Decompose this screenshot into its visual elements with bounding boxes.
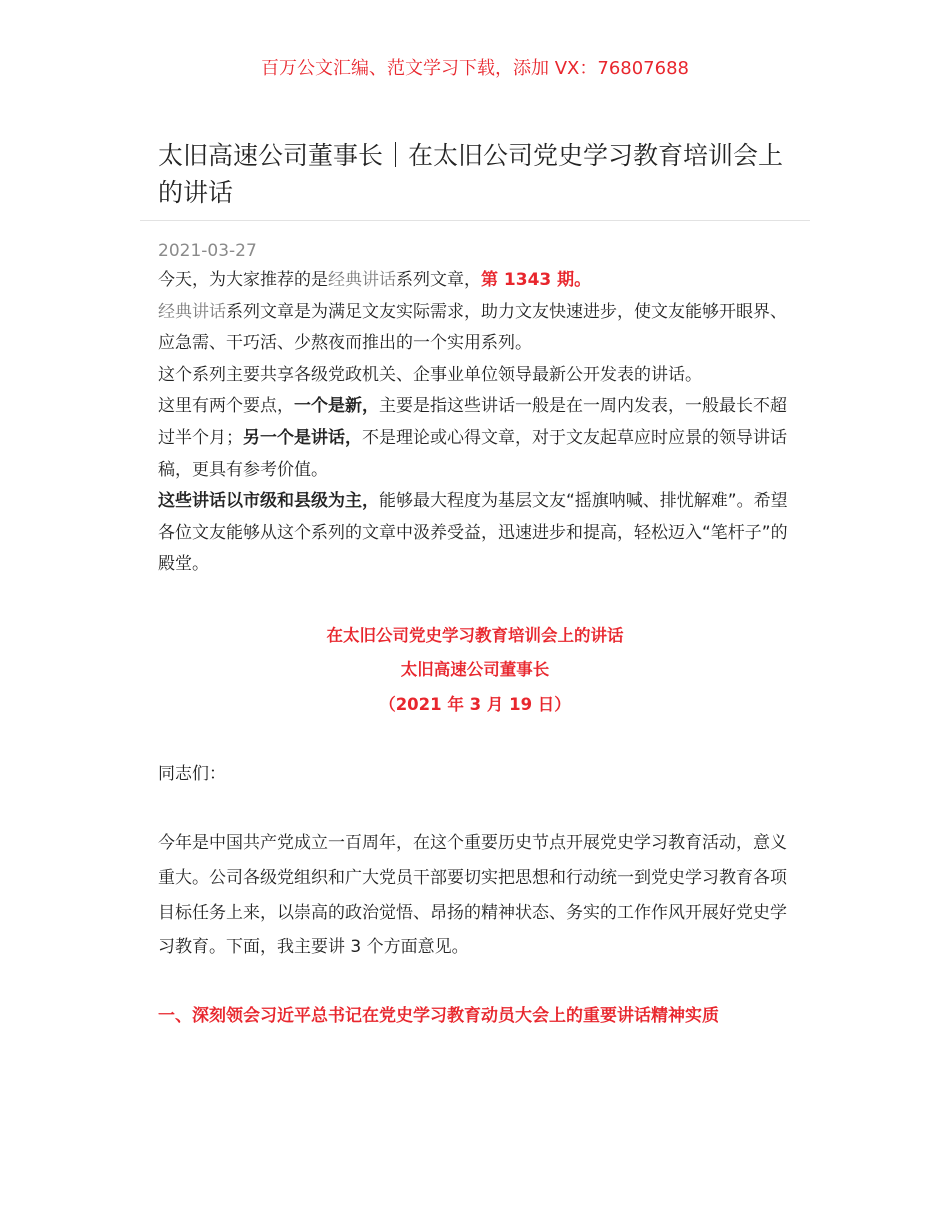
promo-banner: 百万公文汇编、范文学习下载，添加 VX：76807688	[261, 58, 689, 79]
speech-speaker: 太旧高速公司董事长	[400, 660, 550, 679]
intro-paragraph-4: 这里有两个要点，一个是新，主要是指这些讲话一般是在一周内发表，一般最长不超过半个月；另一个是讲话，不是理论或心得文章，对于文友起草应时应景的领导讲话稿，更具有参考价值。	[158, 396, 787, 480]
title-divider	[140, 220, 810, 221]
section-1-heading: 一、深刻领会习近平总书记在党史学习教育动员大会上的重要讲话精神实质	[158, 1006, 719, 1026]
series-name: 经典讲话	[328, 270, 396, 290]
intro-paragraph-1: 今天，为大家推荐的是经典讲话系列文章，第 1343 期。	[158, 270, 592, 290]
intro-paragraph-3: 这个系列主要共享各级党政机关、企事业单位领导最新公开发表的讲话。	[158, 364, 702, 385]
issue-number: 第 1343 期。	[481, 270, 592, 290]
speech-date: （2021 年 3 月 19 日）	[379, 695, 571, 714]
speech-paragraph-1: 今年是中国共产党成立一百周年，在这个重要历史节点开展党史学习教育活动，意义重大。公司各级党组织和广大党员干部要切实把思想和行动统一到党史学习教育各项目标任务上来，以崇高的政治觉悟、昂扬的精神状态、务实的工作作风开展好党史学习教育。下面，我主要讲 3 个方面意见。	[158, 833, 787, 958]
intro-paragraph-2: 经典讲话系列文章是为满足文友实际需求，助力文友快速进步，使文友能够开眼界、应急需、干巧活、少熬夜而推出的一个实用系列。	[158, 301, 787, 354]
intro-paragraph-5: 这些讲话以市级和县级为主，能够最大程度为基层文友“摇旗呐喊、排忧解难”。希望各位文友能够从这个系列的文章中汲养受益，迅速进步和提高，轻松迈入“笔杆子”的殿堂。	[158, 491, 788, 575]
series-name: 经典讲话	[158, 301, 226, 322]
salutation: 同志们：	[158, 764, 226, 784]
speech-title: 在太旧公司党史学习教育培训会上的讲话	[326, 626, 624, 645]
article-title: 太旧高速公司董事长｜在太旧公司党史学习教育培训会上的讲话	[158, 141, 784, 207]
intro-section	[158, 265, 794, 581]
article-date: 2021-03-27	[158, 241, 257, 261]
